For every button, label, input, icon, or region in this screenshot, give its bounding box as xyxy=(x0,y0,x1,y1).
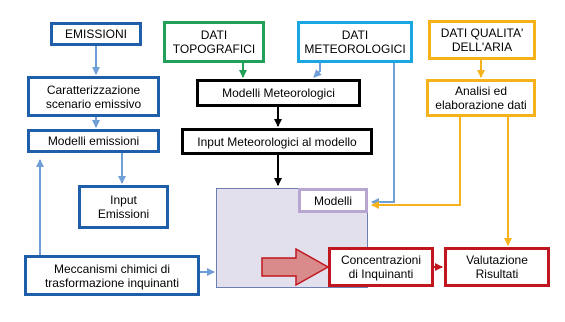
node-input-emissioni: Input Emissioni xyxy=(78,185,169,229)
node-modelli-meteorologici: Modelli Meteorologici xyxy=(196,79,361,107)
arrow-analisi-to-modelli xyxy=(372,117,460,205)
node-input-meteorologici: Input Meteorologici al modello xyxy=(181,128,373,155)
node-valutazione-risultati: Valutazione Risultati xyxy=(444,247,550,287)
node-meccanismi-chimici: Meccanismi chimici di trasformazione inquinanti xyxy=(24,255,200,296)
big-block-arrow xyxy=(262,249,328,285)
node-emissioni: EMISSIONI xyxy=(50,22,142,46)
node-analisi-elaborazione: Analisi ed elaborazione dati xyxy=(426,79,536,117)
node-concentrazioni: Concentrazioni di Inquinanti xyxy=(328,247,434,287)
node-caratterizzazione: Caratterizzazione scenario emissivo xyxy=(27,76,160,117)
node-modelli-emissioni: Modelli emissioni xyxy=(27,129,160,153)
node-dati-meteorologici: DATI METEOROLOGICI xyxy=(297,21,413,63)
node-dati-topografici: DATI TOPOGRAFICI xyxy=(163,21,265,63)
node-modelli: Modelli xyxy=(298,188,368,213)
arrow-meteorologici-to-modelli xyxy=(372,63,394,202)
node-dati-qualita-aria: DATI QUALITA' DELL'ARIA xyxy=(428,20,536,60)
arrow-meteorologici-to-modelli-meteo xyxy=(314,63,320,77)
